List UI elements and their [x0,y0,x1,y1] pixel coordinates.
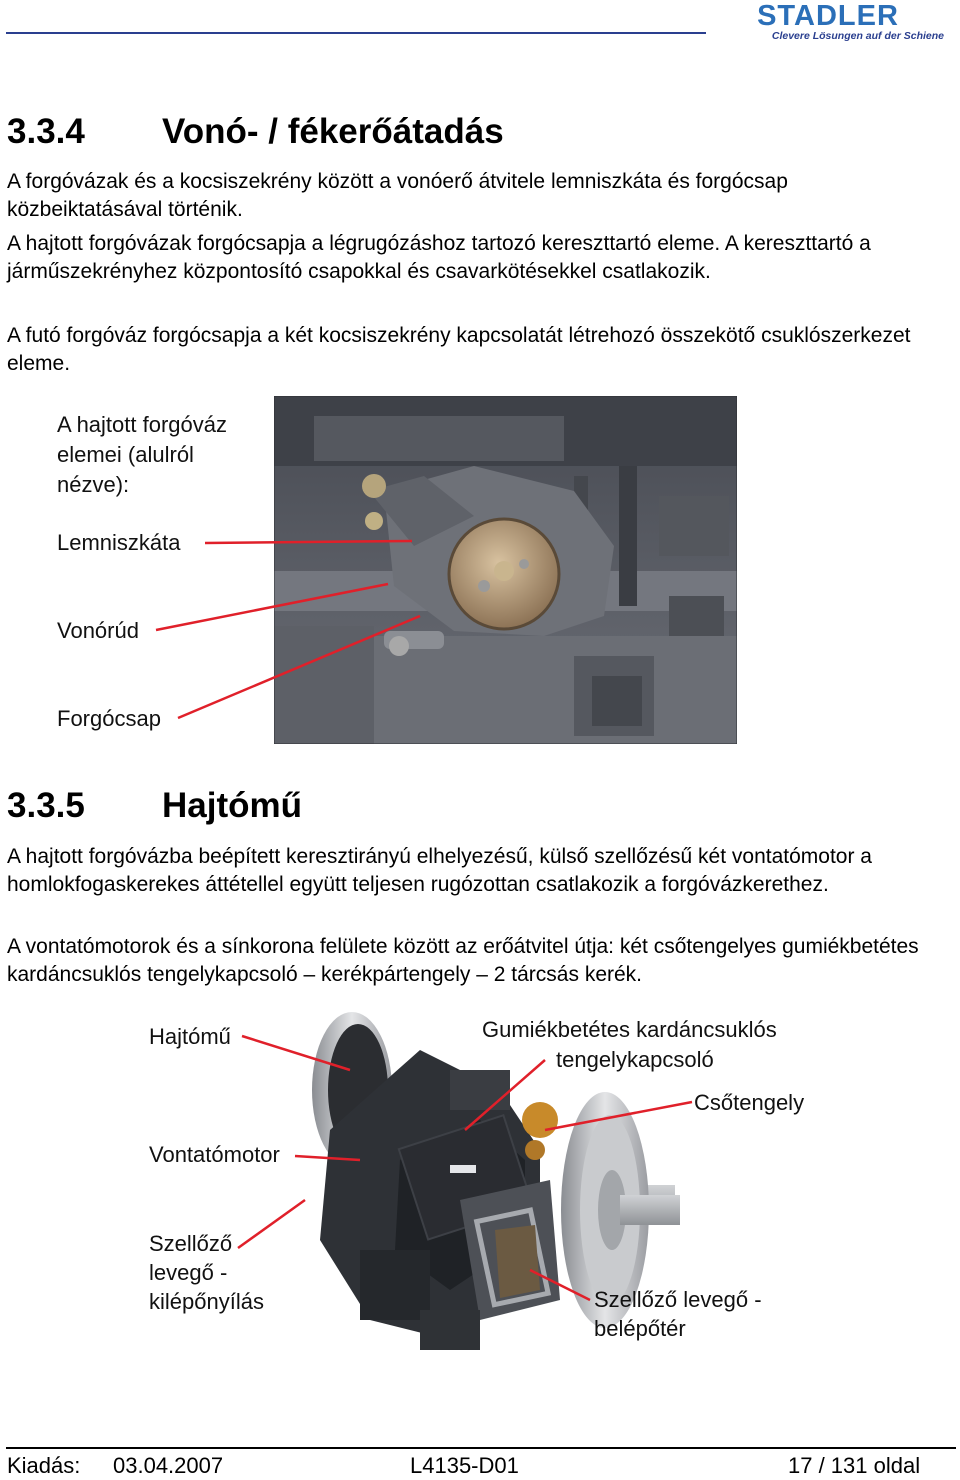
figure-caption-line: A hajtott forgóváz [57,412,227,437]
label-vontatomotor: Vontatómotor [149,1142,280,1167]
footer-rule [6,1447,956,1449]
label-belep-line1: Szellőző levegő - [594,1287,762,1312]
label-lemniszkata: Lemniszkáta [57,530,181,555]
paragraph: A hajtott forgóvázak forgócsapja a légrugózáshoz tartozó kereszttartó eleme. A kereszttartó a járműszekrényhez központosító csapokkal és csavarkötésekkel csatlakozik. [7,232,871,283]
label-kilep-line2: levegő - [149,1260,228,1285]
pointer-lines-figure2 [0,1000,960,1370]
footer-page-number: 17 / 131 oldal [788,1453,921,1478]
label-belep-line2: belépőtér [594,1316,686,1341]
label-hajtomu: Hajtómű [149,1024,231,1049]
section-number: 3.3.5 [7,786,85,825]
logo-tagline: Clevere Lösungen auf der Schiene [771,30,944,42]
section-title: Vonó- / fékerőátadás [162,112,504,151]
section-number: 3.3.4 [7,112,85,151]
paragraph: A futó forgóváz forgócsapja a két kocsiszekrény kapcsolatát létrehozó összekötő csuklószerkezet eleme. [7,324,911,375]
label-csotengely: Csőtengely [694,1090,805,1115]
footer-issue-label: Kiadás: [7,1453,81,1478]
logo-wordmark: STADLER [757,0,899,32]
paragraph: A vontatómotorok és a sínkorona felülete között az erőátvitel útja: két csőtengelyes gumiékbetétes kardáncsuklós tengelykapcsoló – kerékpártengely – 2 tárcsás kerék. [7,935,919,986]
figure-caption-line: nézve): [57,472,130,497]
label-kardan-line1: Gumiékbetétes kardáncsuklós [482,1017,777,1042]
paragraph: A forgóvázak és a kocsiszekrény között a vonóerő átvitele lemniszkáta és forgócsap közbeiktatásával történik. [7,170,788,221]
label-kilep-line1: Szellőző [149,1231,233,1256]
label-kardan-line2: tengelykapcsoló [556,1047,714,1072]
label-forgocsap: Forgócsap [57,706,161,731]
label-kilep-line3: kilépőnyílás [149,1289,264,1314]
footer-doc-id: L4135-D01 [410,1453,519,1478]
paragraph: A hajtott forgóvázba beépített keresztirányú elhelyezésű, külső szellőzésű két vontatómotor a homlokfogaskerekes áttétellel együtt teljesen rugózottan csatlakozik a forgóvázkerethez. [7,845,872,896]
label-vonorud: Vonórúd [57,618,139,643]
figure-caption-line: elemei (alulról [57,442,194,467]
footer-issue-date: 03.04.2007 [113,1453,224,1478]
section-title: Hajtómű [162,786,302,825]
